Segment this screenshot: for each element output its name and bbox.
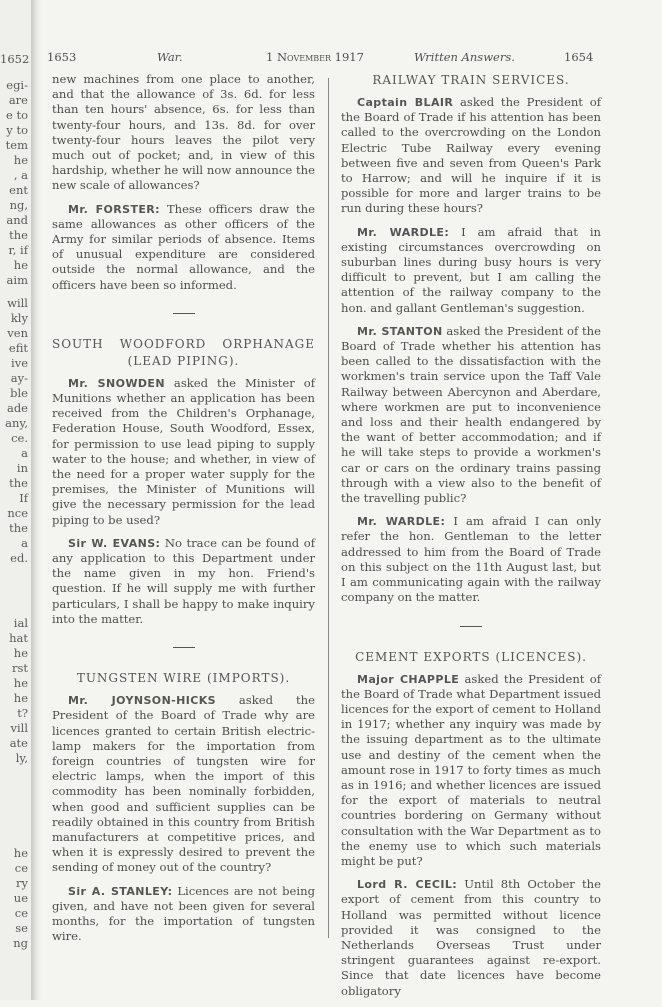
previous-page-fragment: a (21, 536, 28, 550)
left-column-number: 1653 (47, 50, 77, 64)
section-left: War. (157, 50, 183, 64)
previous-page-fragment: rst (11, 661, 28, 675)
previous-page-fragment: ble (10, 386, 28, 400)
continuation-paragraph: new machines from one place to another, and that the allowance of 3s. 6d. for less than ten hours' absence, 6s. for less than twenty-four hours, and 13s. 8d. for over twenty-four hours leaves the pilot very much out of pocket; and, in view of this hardship, whether he will now announce the new scale of allowances? (52, 72, 315, 193)
section-rule (460, 626, 482, 627)
previous-page-fragment: aim (6, 273, 28, 287)
previous-page-fragment: , a (13, 168, 28, 182)
previous-page-fragment: e to (5, 108, 28, 122)
speaker-name: Lord R. CECIL: (357, 878, 458, 892)
previous-page-fragment: he (13, 646, 28, 660)
section-rule (173, 313, 195, 314)
speaker-name: Mr. STANTON (357, 324, 443, 338)
previous-page-fragment: any, (5, 416, 28, 430)
previous-page-fragment: ng (13, 936, 28, 950)
previous-page-fragment: and (6, 213, 28, 227)
previous-page-fragment: the (9, 521, 28, 535)
previous-page-fragment: he (13, 153, 28, 167)
previous-page-fragment: he (13, 258, 28, 272)
previous-page-fragment: t? (17, 706, 28, 720)
question-chapple: Major CHAPPLE asked the President of the Board of Trade what Department issued licences for the export of cement to Holland in 1917; whether any inquiry was made by the issuing department as to the ultimate use and destiny of the cement when the amount rose in 1917 to forty times as much as in 1916; and whether licences are issued for the export of materials to neutral countries bordering on Germany without consultation with the War Department as to the enemy use to which such materials might be put? (341, 671, 601, 868)
answer-stanley: Sir A. STANLEY: Licences are not being given, and have not been given for several months, for the importation of tungsten wire. (52, 883, 315, 944)
speaker-name: Major CHAPPLE (357, 672, 460, 686)
previous-page-fragment: the (9, 228, 28, 242)
speaker-name: Captain BLAIR (357, 96, 454, 109)
previous-page-fragment: ly, (15, 751, 28, 765)
answer-evans: Sir W. EVANS: No trace can be found of any application to this Department under the name given in my hon. Friend's question. If he will supply me with further particulars, I shall be happy to make inquiry into the matter. (52, 535, 315, 626)
previous-page-fragment: nce (7, 506, 28, 520)
question-blair: Captain BLAIR asked the President of the Board of Trade if his attention has been called to the overcrowding on the London Electric Tube Railway every evening between five and seven from Queen's Park to Harrow; and will he inquire if it is possible for more and larger trains to be run during these hours? (341, 95, 601, 216)
question-snowden: Mr. SNOWDEN asked the Minister of Munitions whether an application has been received from the Children's Orphanage, Federation House, South Woodford, Essex, for permission to use lead piping to supply water to the house; and whether, in view of the need for a proper water supply for the premises, the Minister of Munitions will give the necessary permission for the lead piping to be used? (52, 375, 315, 527)
question-stanton: Mr. STANTON asked the President of the Board of Trade whether his attention has been called to the dissatisfaction with the workmen's train service upon the Taff Vale Railway between Abercynon and Aberdare, where workmen are put to inconvenience and loss and their health endangered by the want of better accommodation; and if he will take steps to provide a workmen's car or cars on the ordinary trains passing through with a view also to the benefit of the travelling public? (341, 323, 601, 506)
previous-page-fragments-mid (5, 296, 28, 566)
section-heading-railway: RAILWAY TRAIN SERVICES. (372, 73, 570, 87)
previous-page-fragment: are (8, 93, 28, 107)
previous-page-edge (0, 0, 31, 1000)
answer-wardle-2: Mr. WARDLE: I am afraid I can only refer the hon. Gentleman to the letter addressed to him from the Board of Trade on this subject on the 11th August last, but I am communicating again with the railway company on the matter. (341, 514, 602, 605)
previous-page-fragment: ng, (9, 198, 28, 212)
header-date: 1 November 1917 (266, 50, 364, 64)
previous-page-fragment: the (9, 476, 28, 490)
running-header (47, 50, 597, 66)
previous-page-fragment: ade (6, 401, 28, 415)
previous-page-fragment: egi- (6, 78, 28, 92)
section-heading-orphanage: SOUTH WOODFORD ORPHANAGE (52, 336, 315, 351)
previous-page-fragment: he (13, 676, 28, 690)
right-column (341, 72, 601, 1007)
previous-page-fragment: ial (13, 616, 28, 630)
book-gutter (31, 0, 41, 1000)
previous-page-fragment: y to (6, 123, 28, 137)
previous-page-fragment: in (16, 461, 28, 475)
previous-page-fragment: se (15, 921, 28, 935)
speaker-name: Mr. WARDLE: (357, 225, 450, 239)
section-heading-tungsten: TUNGSTEN WIRE (IMPORTS). (76, 671, 291, 686)
speaker-name: Sir A. STANLEY: (68, 884, 173, 898)
previous-page-fragment: kly (10, 311, 28, 325)
left-column (52, 72, 315, 952)
previous-page-fragment: ce. (11, 431, 28, 445)
answer-wardle-1: Mr. WARDLE: I am afraid that in existing circumstances overcrowding on suburban lines during busy hours is very difficult to prevent, but I am calling the attention of the railway company to the hon. and gallant Gentleman's suggestion. (341, 224, 602, 315)
previous-page-fragment: tem (5, 138, 28, 152)
section-heading-orphanage-sub: (LEAD PIPING). (127, 353, 240, 368)
previous-page-fragment: hat (9, 631, 28, 645)
question-joynson-hicks: Mr. JOYNSON-HICKS asked the President of the Board of Trade why are licences granted to certain British electric-lamp makers for the importation from foreign countries of tungsten wire for electric lamps, when the import of this commodity has been nominally forbidden, when good and sufficient supplies can be readily obtained in this country from British manufacturers at competitive prices, and when it is expressly desired to prevent the sending of money out of the country? (52, 693, 315, 875)
previous-page-fragment: efit (8, 341, 28, 355)
section-rule (173, 647, 195, 648)
previous-page-fragment: ate (9, 736, 28, 750)
speaker-name: Mr. WARDLE: (357, 515, 446, 529)
previous-page-fragments-bottom (13, 846, 28, 951)
answer-cecil: Lord R. CECIL: Until 8th October the export of cement from this country to Holland was permitted without licence provided it was consigned to the Netherlands Overseas Trust under stringent guarantees against re-export. Since that date licences have become obligatory (341, 877, 601, 998)
previous-page-fragment: he (13, 846, 28, 860)
previous-page-fragment: vill (10, 721, 28, 735)
previous-page-fragment: ent (9, 183, 28, 197)
speaker-name: Mr. JOYNSON-HICKS (68, 694, 216, 708)
previous-page-fragment: ive (11, 356, 28, 370)
answer-forster: Mr. FORSTER: These officers draw the same allowances as other officers of the Army for similar periods of absence. Items of unusual expenditure are considered outside the normal allowance, and the officers have been so informed. (52, 201, 315, 292)
previous-page-fragments-top (6, 78, 28, 288)
previous-page-fragment: ven (7, 326, 28, 340)
previous-column-number: 1652 (0, 52, 30, 66)
column-divider (328, 78, 329, 938)
right-column-number: 1654 (564, 50, 594, 64)
previous-page-fragment: ce (14, 906, 28, 920)
previous-page-fragments-low (9, 616, 28, 766)
previous-page-fragment: r, if (8, 243, 28, 257)
previous-page-fragment: ry (16, 876, 28, 890)
speaker-name: Sir W. EVANS: (68, 536, 161, 550)
previous-page-fragment: a (21, 446, 28, 460)
previous-page-fragment: ay- (10, 371, 28, 385)
previous-page-fragment: he (13, 691, 28, 705)
speaker-name: Mr. FORSTER: (68, 202, 160, 216)
section-right: Written Answers. (414, 50, 515, 64)
previous-page-fragment: ue (13, 891, 28, 905)
previous-page-fragment: If (19, 491, 28, 505)
section-heading-cement: CEMENT EXPORTS (LICENCES). (355, 649, 587, 664)
speaker-name: Mr. SNOWDEN (68, 376, 165, 390)
previous-page-fragment: will (7, 296, 28, 310)
previous-page-fragment: ce (14, 861, 28, 875)
previous-page-fragment: ed. (10, 551, 28, 565)
